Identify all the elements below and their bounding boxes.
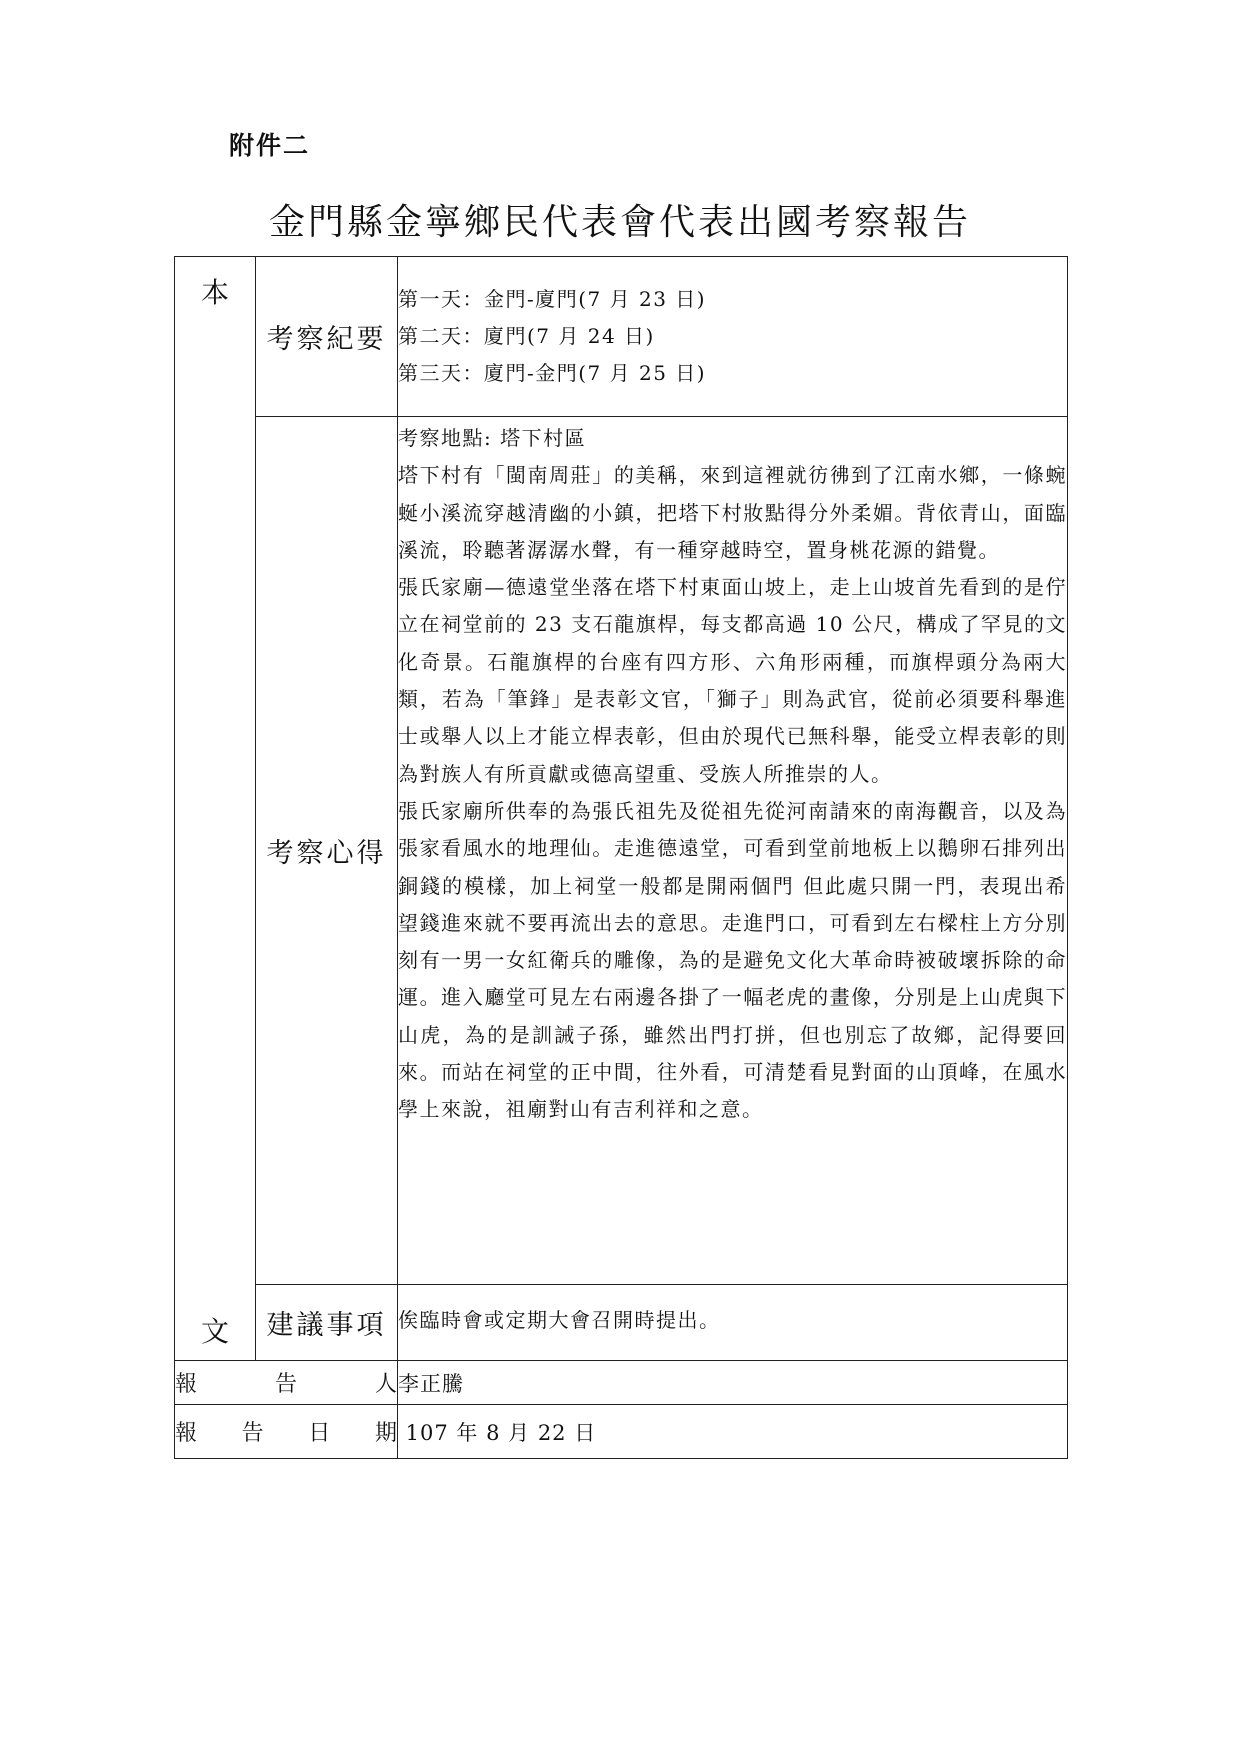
attachment-label: 附件二 [229,131,311,160]
reporter-label-char: 人 [374,1372,397,1397]
reflection-paragraph: 張氏家廟所供奉的為張氏祖先及從祖先從河南請來的南海觀音，以及為張家看風水的地理仙。走進德遠堂，可看到堂前地板上以鵝卵石排列出銅錢的模樣，加上祠堂一般都是開兩個門 但此處只開一門，表現出希望錢進來就不要再流出去的意思。走進門口，可看到左右樑柱上方分別刻有一男一女紅衛兵的雕像，為的是避免文化大革命時被破壞拆除的命運。進入廳堂可見左右兩邊各掛了一幅老虎的畫像，分別是上山虎與下山虎，為的是訓誡子孫，雖然出門打拼，但也別忘了故鄉，記得要回來。而站在祠堂的正中間，往外看，可清楚看見對面的山頂峰，在風水學上來說，祖廟對山有吉利祥和之意。 [398,798,1067,1122]
schedule-day-2: 第二天：廈門(7 月 24 日) [398,324,655,348]
side-label-top: 本 [200,276,229,309]
schedule-day-3: 第三天：廈門-金門(7 月 25 日) [398,361,707,385]
reflection-paragraph: 塔下村有「閩南周莊」的美稱，來到這裡就彷彿到了江南水鄉，一條蜿蜒小溪流穿越清幽的小鎮，把塔下村妝點得分外柔媚。背依青山，面臨溪流，聆聽著潺潺水聲，有一種穿越時空，置身桃花源的錯覺。 [398,463,1067,562]
suggestions-label: 建議事項 [256,1285,398,1361]
document-title: 金門縣金寧鄉民代表會代表出國考察報告 [268,202,971,243]
reflection-label: 考察心得 [256,417,398,1285]
schedule-content [398,257,1068,417]
reflection-content [398,417,1068,1285]
date-label-char: 日 [308,1421,331,1446]
side-label-bottom: 文 [200,1315,229,1348]
reporter-label-char: 告 [274,1372,297,1397]
report-date-value: 107 年 8 月 22 日 [398,1405,1068,1459]
reflection-paragraph: 張氏家廟—德遠堂坐落在塔下村東面山坡上，走上山坡首先看到的是佇立在祠堂前的 23 支石龍旗桿，每支都高過 10 公尺，構成了罕見的文化奇景。石龍旗桿的台座有四方形、六角形兩種，而旗桿頭分為兩大類，若為「筆鋒」是表彰文官，「獅子」則為武官，從前必須要科舉進士或舉人以上才能立桿表彰，但由於現代已無科舉，能受立桿表彰的則為對族人有所貢獻或德高望重、受族人所推崇的人。 [398,575,1067,786]
report-table [174,256,1068,1459]
reporter-name: 李正騰 [398,1361,1068,1405]
suggestions-text: 俟臨時會或定期大會召開時提出。 [398,1285,1068,1361]
date-label-char: 告 [241,1421,264,1446]
date-label-char: 期 [374,1421,397,1446]
reporter-label [175,1361,398,1405]
inspection-location: 考察地點: 塔下村區 [398,426,587,450]
date-label-char: 報 [175,1421,198,1446]
schedule-label: 考察紀要 [256,257,398,417]
report-date-label [175,1405,398,1459]
schedule-day-1: 第一天：金門-廈門(7 月 23 日) [398,287,707,311]
reporter-label-char: 報 [175,1372,198,1397]
body-side-cell [175,257,256,1361]
